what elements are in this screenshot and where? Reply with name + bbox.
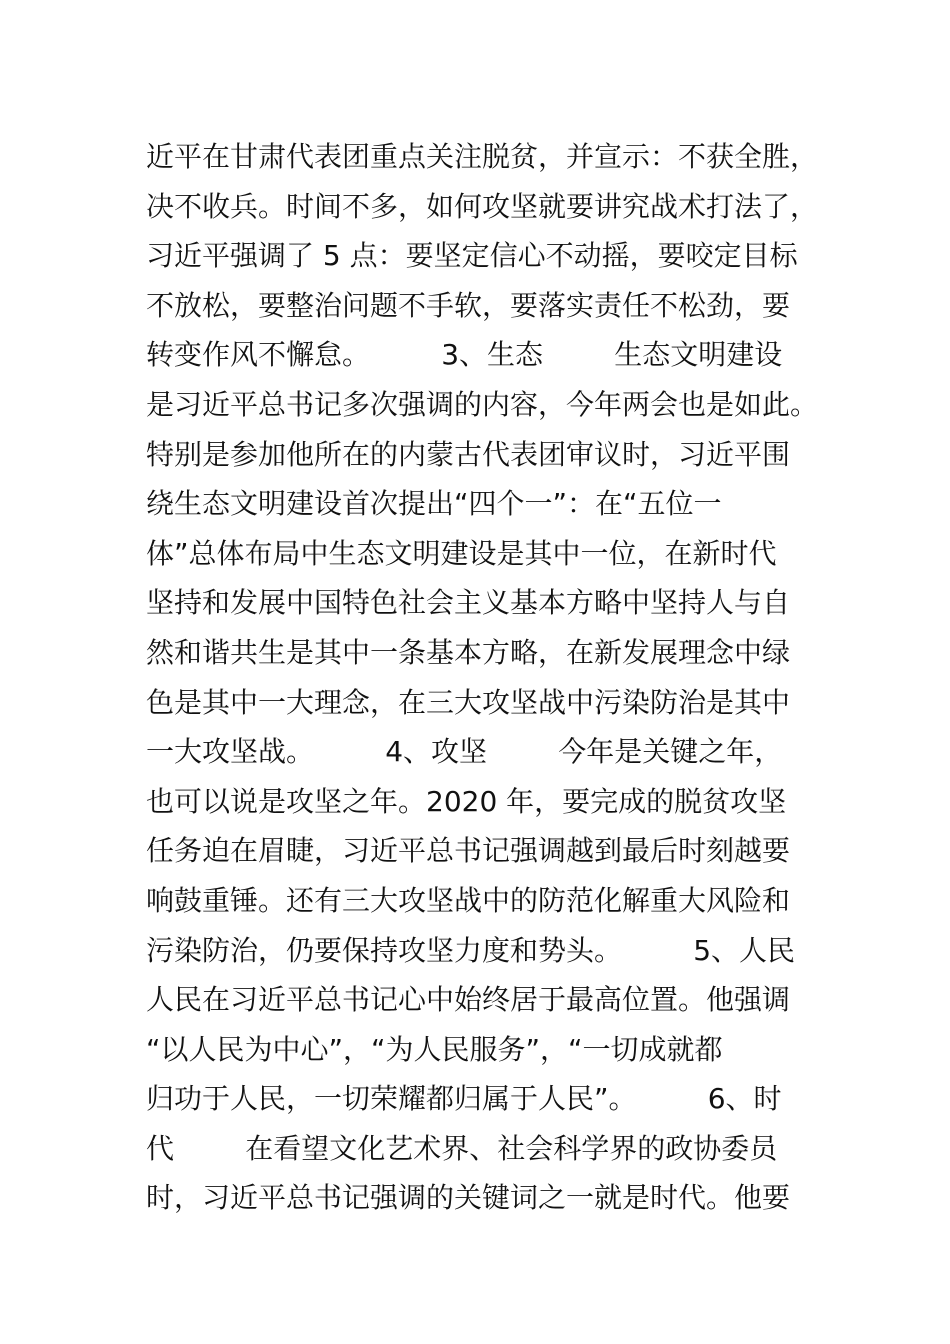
body-text [146,132,846,1223]
text-line: “以人民为中心”，“为人民服务”，“一切成就都 [146,1032,723,1066]
text-line: 一大攻坚战。 4、攻坚 今年是关键之年， [146,735,783,769]
text-line: 习近平强调了 5 点：要坚定信心不动摇，要咬定目标 [146,239,798,273]
text-line: 然和谐共生是其中一条基本方略，在新发展理念中绿 [146,635,791,669]
text-line: 人民在习近平总书记心中始终居于最高位置。他强调 [146,983,791,1017]
text-line: 不放松，要整治问题不手软，要落实责任不松劲，要 [146,288,791,322]
text-line: 也可以说是攻坚之年。2020 年，要完成的脱贫攻坚 [146,784,787,818]
text-line: 是习近平总书记多次强调的内容，今年两会也是如此。 [146,387,819,421]
text-line: 任务迫在眉睫，习近平总书记强调越到最后时刻越要 [146,834,791,868]
text-line: 近平在甘肃代表团重点关注脱贫，并宣示：不获全胜， [146,140,819,173]
text-line: 绕生态文明建设首次提出“四个一”：在“五位一 [146,487,722,521]
text-line: 决不收兵。时间不多，如何攻坚就要讲究战术打法了， [146,189,819,223]
text-line: 坚持和发展中国特色社会主义基本方略中坚持人与自 [146,586,791,620]
text-line: 时，习近平总书记强调的关键词之一就是时代。他要 [146,1181,791,1215]
text-line: 归功于人民，一切荣耀都归属于人民”。 6、时 [146,1082,782,1116]
text-line: 代 在看望文化艺术界、社会科学界的政协委员 [146,1131,778,1165]
text-line: 转变作风不懈怠。 3、生态 生态文明建设 [146,338,783,372]
text-line: 特别是参加他所在的内蒙古代表团审议时，习近平围 [146,437,791,471]
text-line: 响鼓重锤。还有三大攻坚战中的防范化解重大风险和 [146,883,791,917]
text-line: 色是其中一大理念，在三大攻坚战中污染防治是其中 [146,685,791,719]
text-line: 污染防治，仍要保持攻坚力度和势头。 5、人民 [146,933,796,967]
text-line: 体”总体布局中生态文明建设是其中一位，在新时代 [146,536,777,570]
